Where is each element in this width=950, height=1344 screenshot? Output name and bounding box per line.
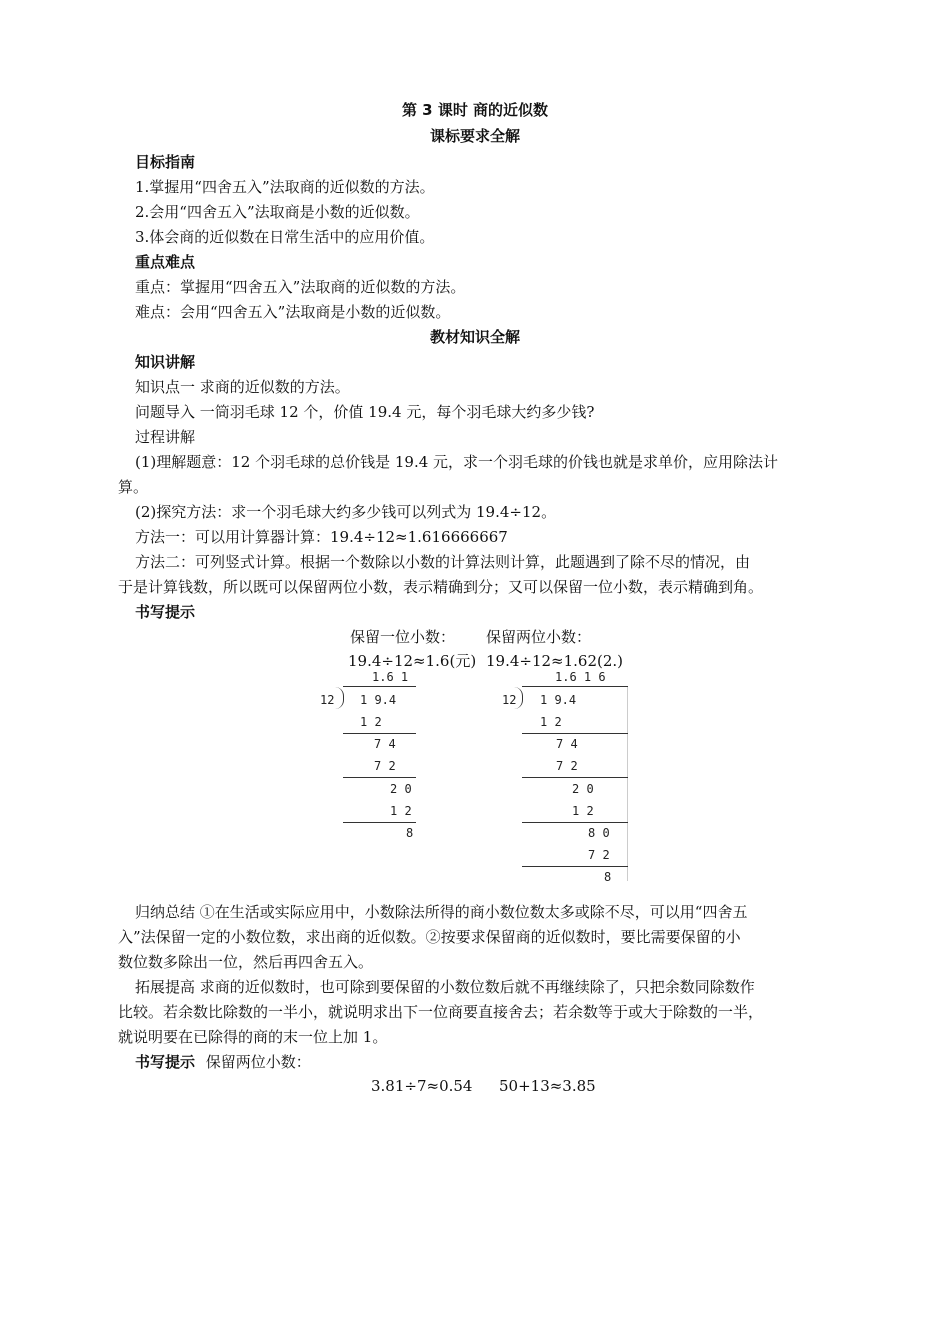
two-decimal-expression: 19.4÷12≈1.62(2.) [486, 652, 624, 670]
summary-text: 归纳总结 ①在生活或实际应用中，小数除法所得的商小数位数太多或除不尽，可以用“四舍五 [135, 903, 748, 921]
quotient: 1.6 1 [372, 670, 409, 684]
division-step: 1 2 [572, 804, 594, 818]
division-remainder: 8 [406, 826, 414, 840]
division-rule [343, 733, 416, 734]
example-expression: 50+13≈3.85 [499, 1077, 596, 1095]
method1-text: 方法一：可以用计算器计算：19.4÷12≈1.616666667 [135, 528, 508, 546]
division-rule [522, 866, 628, 867]
goal-item: 1.掌握用“四舍五入”法取商的近似数的方法。 [135, 178, 435, 196]
quotient: 1.6 1 6 [555, 670, 606, 684]
question-intro: 问题导入 一筒羽毛球 12 个，价值 19.4 元，每个羽毛球大约多少钱? [135, 403, 595, 421]
division-step: 2 0 [572, 782, 594, 796]
two-decimal-label: 保留两位小数： [486, 628, 592, 646]
step1-text: (1)理解题意：12 个羽毛球的总价钱是 19.4 元，求一个羽毛球的价钱也就是求单价，应用除法计 [135, 453, 779, 471]
goals-heading: 目标指南 [135, 153, 196, 171]
summary-text-cont: 入”法保留一定的小数位数，求出商的近似数。②按要求保留商的近似数时，要比需要保留的小 [118, 928, 741, 946]
one-decimal-expression: 19.4÷12≈1.6(元) [348, 652, 477, 670]
dividend: 1 9.4 [360, 693, 397, 707]
division-step: 7 2 [556, 759, 578, 773]
section-heading-textbook: 教材知识全解 [429, 328, 520, 346]
section-heading-curriculum: 课标要求全解 [429, 127, 520, 145]
division-rule [522, 822, 628, 823]
key-point-text: 重点：掌握用“四舍五入”法取商的近似数的方法。 [135, 278, 466, 296]
division-rule [343, 822, 416, 823]
extension-text-cont: 就说明要在已除得的商的末一位上加 1。 [118, 1028, 388, 1046]
summary-text-cont: 数位数多除出一位，然后再四舍五入。 [118, 953, 374, 971]
method2-text: 方法二：可列竖式计算。根据一个数除以小数的计算法则计算，此题遇到了除不尽的情况，由 [135, 553, 751, 571]
writing-tip2-row [135, 1052, 311, 1072]
writing-tip2-text: 保留两位小数： [205, 1053, 311, 1071]
writing-tip-heading: 书写提示 [135, 603, 196, 621]
method2-text-cont: 于是计算钱数，所以既可以保留两位小数，表示精确到分；又可以保留一位小数，表示精确到角。 [118, 578, 764, 596]
division-rule [343, 777, 416, 778]
process-label: 过程讲解 [135, 428, 196, 446]
page-title: 第 3 课时 商的近似数 [401, 101, 549, 119]
goal-item: 2.会用“四舍五入”法取商是小数的近似数。 [135, 203, 420, 221]
step2-text: (2)探究方法：求一个羽毛球大约多少钱可以列式为 19.4÷12。 [135, 503, 557, 521]
extension-text: 拓展提高 求商的近似数时，也可除到要保留的小数位数后就不再继续除了，只把余数同除数作 [135, 978, 755, 996]
division-remainder: 8 [604, 870, 612, 884]
division-step: 7 2 [374, 759, 396, 773]
division-rule [522, 733, 628, 734]
extension-text-cont: 比较。若余数比除数的一半小，就说明求出下一位商要直接舍去；若余数等于或大于除数的一半， [118, 1003, 764, 1021]
division-bar [343, 686, 416, 687]
division-step: 7 2 [588, 848, 610, 862]
difficulty-text: 难点：会用“四舍五入”法取商是小数的近似数。 [135, 303, 451, 321]
one-decimal-label: 保留一位小数： [350, 628, 456, 646]
knowledge-heading: 知识讲解 [135, 353, 196, 371]
division-step: 2 0 [390, 782, 412, 796]
knowledge-point: 知识点一 求商的近似数的方法。 [135, 378, 350, 396]
writing-tip2-heading: 书写提示 [135, 1053, 196, 1071]
division-step: 8 0 [588, 826, 610, 840]
division-step: 1 2 [540, 715, 562, 729]
division-step: 1 2 [360, 715, 382, 729]
divisor: 12 [502, 693, 517, 707]
division-step: 7 4 [556, 737, 578, 751]
example-expression: 3.81÷7≈0.54 [371, 1077, 473, 1095]
division-bracket [335, 687, 344, 709]
divisor: 12 [320, 693, 335, 707]
key-points-heading: 重点难点 [135, 253, 196, 271]
division-bracket [514, 687, 523, 709]
division-rule [522, 777, 628, 778]
goal-item: 3.体会商的近似数在日常生活中的应用价值。 [135, 228, 435, 246]
dividend: 1 9.4 [540, 693, 577, 707]
division-step: 1 2 [390, 804, 412, 818]
division-bar [522, 686, 628, 687]
division-step: 7 4 [374, 737, 396, 751]
scan-edge [627, 686, 628, 881]
step1-text-cont: 算。 [118, 478, 149, 496]
